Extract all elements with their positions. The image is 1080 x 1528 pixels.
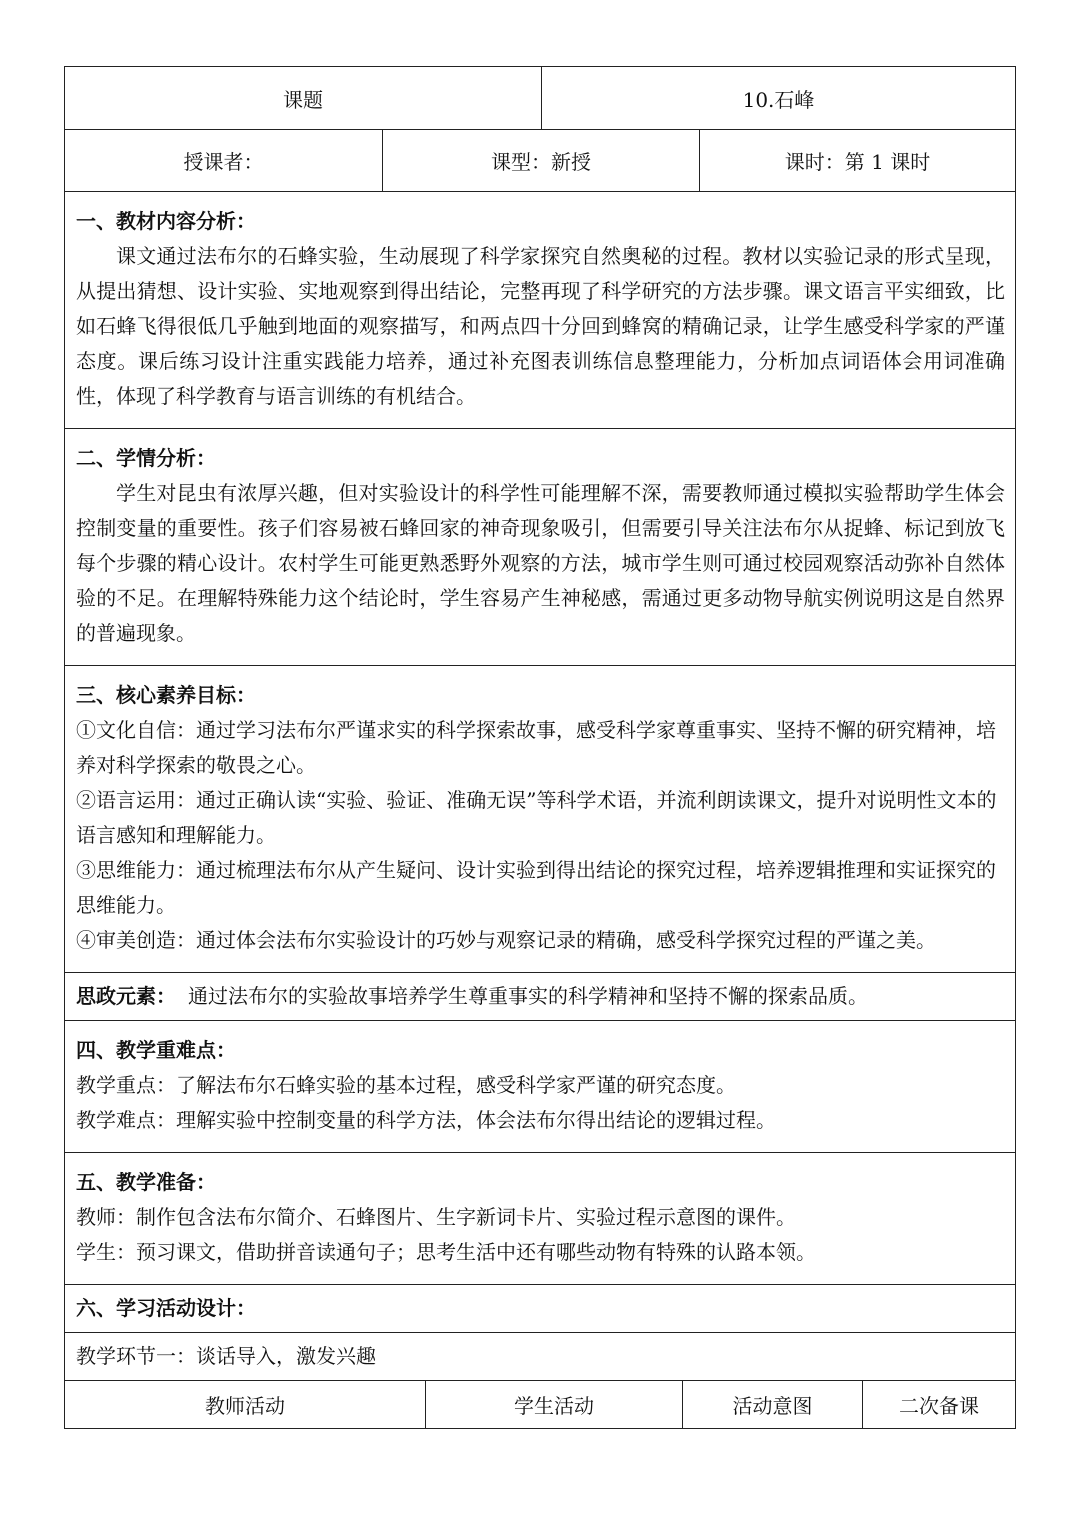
preparation-heading: 五、教学准备：	[76, 1170, 216, 1194]
teacher-preparation: 教师：制作包含法布尔简介、石蜂图片、生字新词卡片、实验过程示意图的课件。	[76, 1205, 796, 1229]
lesson-period: 课时：第 1 课时	[699, 130, 1015, 191]
ideology-text: 通过法布尔的实验故事培养学生尊重事实的科学精神和坚持不懈的探索品质。	[188, 984, 868, 1008]
students-section	[65, 428, 1015, 665]
column-student-activity: 学生活动	[425, 1381, 682, 1428]
students-heading: 二、学情分析：	[76, 446, 216, 470]
column-activity-intent: 活动意图	[682, 1381, 862, 1428]
topic-label: 课题	[283, 87, 323, 112]
column-teacher-activity: 教师活动	[205, 1394, 285, 1418]
topic-value: 10.石峰	[541, 67, 1015, 129]
activities-heading-row	[65, 1284, 1015, 1332]
difficult-point: 教学难点：理解实验中控制变量的科学方法，体会法布尔得出结论的逻辑过程。	[76, 1108, 776, 1132]
info-row	[65, 129, 1015, 191]
teacher-label: 授课者：	[183, 150, 264, 174]
goal-item: ④审美创造：通过体会法布尔实验设计的巧妙与观察记录的精确，感受科学探究过程的严谨之美。	[76, 928, 936, 952]
stage-one-title: 教学环节一：谈话导入，激发兴趣	[76, 1344, 376, 1368]
students-body: 学生对昆虫有浓厚兴趣，但对实验设计的科学性可能理解不深，需要教师通过模拟实验帮助学生体会控制变量的重要性。孩子们容易被石蜂回家的神奇现象吸引，但需要引导关注法布尔从捉蜂、标记到放飞每个步骤的精心设计。农村学生可能更熟悉野外观察的方法，城市学生则可通过校园观察活动弥补自然体验的不足。在理解特殊能力这个结论时，学生容易产生神秘感，需通过更多动物导航实例说明这是自然界的普遍现象。	[76, 481, 1005, 645]
keypoints-heading: 四、教学重难点：	[76, 1038, 236, 1062]
goals-section	[65, 665, 1015, 972]
analysis-heading: 一、教材内容分析：	[76, 209, 256, 233]
key-point: 教学重点：了解法布尔石蜂实验的基本过程，感受科学家严谨的研究态度。	[76, 1073, 736, 1097]
student-preparation: 学生：预习课文，借助拼音读通句子；思考生活中还有哪些动物有特殊的认路本领。	[76, 1240, 816, 1264]
preparation-section	[65, 1152, 1015, 1284]
column-secondary-prep: 二次备课	[862, 1381, 1015, 1428]
stage-one-row	[65, 1332, 1015, 1380]
goals-heading: 三、核心素养目标：	[76, 683, 256, 707]
lesson-plan-table	[64, 66, 1016, 1429]
activity-columns-row	[65, 1380, 1015, 1428]
lesson-type: 课型：新授	[382, 130, 699, 191]
keypoints-section	[65, 1020, 1015, 1152]
analysis-body: 课文通过法布尔的石蜂实验，生动展现了科学家探究自然奥秘的过程。教材以实验记录的形式呈现，从提出猜想、设计实验、实地观察到得出结论，完整再现了科学研究的方法步骤。课文语言平实细致，比如石蜂飞得很低几乎触到地面的观察描写，和两点四十分回到蜂窝的精确记录，让学生感受科学家的严谨态度。课后练习设计注重实践能力培养，通过补充图表训练信息整理能力，分析加点词语体会用词准确性，体现了科学教育与语言训练的有机结合。	[76, 244, 1005, 408]
goal-item: ②语言运用：通过正确认读“实验、验证、准确无误”等科学术语，并流利朗读课文，提升对说明性文本的语言感知和理解能力。	[76, 788, 997, 847]
analysis-section	[65, 191, 1015, 428]
goal-item: ①文化自信：通过学习法布尔严谨求实的科学探索故事，感受科学家尊重事实、坚持不懈的研究精神，培养对科学探索的敬畏之心。	[76, 718, 996, 777]
activities-heading: 六、学习活动设计：	[76, 1296, 256, 1320]
topic-row	[65, 67, 1015, 129]
goal-item: ③思维能力：通过梳理法布尔从产生疑问、设计实验到得出结论的探究过程，培养逻辑推理和实证探究的思维能力。	[76, 858, 996, 917]
ideology-label: 思政元素：	[76, 984, 176, 1008]
ideology-section	[65, 972, 1015, 1020]
